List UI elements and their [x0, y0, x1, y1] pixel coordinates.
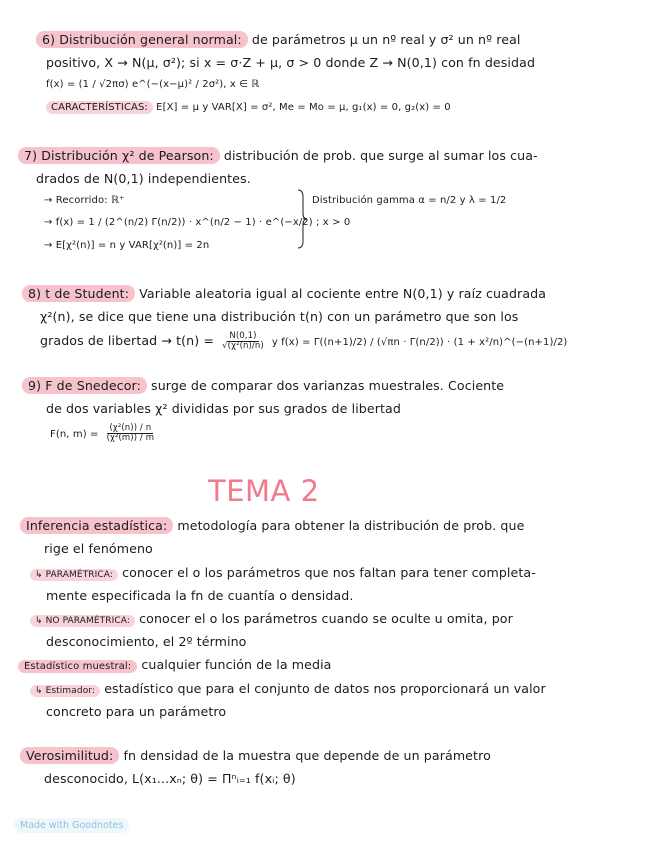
characteristics-label: CARACTERÍSTICAS:: [46, 101, 153, 114]
section-7-bullet-range: → Recorrido: ℝ⁺: [44, 195, 125, 206]
t-fraction: [220, 332, 266, 351]
section-6-formula: f(x) = (1 / √2πσ) e^(−(x−μ)² / 2σ²), x ∈ ℝ: [46, 79, 260, 90]
characteristics-text: E[X] = μ y VAR[X] = σ², Me = Mo = μ, g₁(x) = 0, g₂(x) = 0: [156, 102, 451, 113]
nonparametric-line-1: [30, 611, 513, 629]
t-numerator: N(0,1): [229, 331, 257, 341]
section-7-bullet-density: → f(x) = 1 / (2^(n/2) Γ(n/2)) · x^(n/2 − 1) · e^(−x/2) ; x > 0: [44, 217, 351, 228]
estimator-text: estadístico que para el conjunto de datos nos proporcionará un valor: [104, 681, 546, 696]
section-7-line-1: [18, 148, 538, 164]
section-9-line-2: de dos variables χ² divididas por sus grados de libertad: [46, 401, 401, 416]
likelihood-label: Verosimilitud:: [20, 747, 119, 764]
nonparametric-text: conocer el o los parámetros cuando se oculte u omita, por: [139, 611, 513, 626]
parametric-label: ↳ PARAMÉTRICA:: [30, 569, 118, 581]
section-8-line-1: [22, 286, 546, 302]
t-denominator: √(χ²(n)/n): [222, 341, 264, 351]
estimator-line-1: [30, 681, 546, 699]
parametric-text: conocer el o los parámetros que nos faltan para tener completa-: [122, 565, 536, 580]
section-7-gamma-note: Distribución gamma α = n/2 y λ = 1/2: [312, 195, 507, 206]
section-6-heading: 6) Distribución general normal:: [36, 31, 248, 48]
goodnotes-watermark: Made with Goodnotes: [14, 818, 129, 833]
likelihood-text: fn densidad de la muestra que depende de un parámetro: [123, 748, 491, 763]
likelihood-line-2: desconocido, L(x₁...xₙ; θ) = Πⁿᵢ₌₁ f(xᵢ; θ): [44, 771, 296, 786]
f-denominator: (χ²(m)) / m: [106, 433, 155, 443]
parametric-line-2: mente especificada la fn de cuantía o densidad.: [46, 588, 354, 603]
nonparametric-line-2: desconocimiento, el 2º término: [46, 634, 247, 649]
section-9-formula: [50, 424, 158, 443]
section-7-text: distribución de prob. que surge al sumar los cua-: [223, 148, 538, 163]
section-8-line-2: χ²(n), se dice que tiene una distribución t(n) con un parámetro que son los: [40, 309, 519, 324]
estimator-line-2: concreto para un parámetro: [46, 704, 227, 719]
brace-icon: [297, 189, 307, 249]
f-fraction: [105, 424, 157, 443]
section-7-heading: 7) Distribución χ² de Pearson:: [18, 147, 220, 164]
page-title: TEMA 2: [208, 474, 320, 508]
estimator-label: ↳ Estimador:: [30, 685, 100, 697]
section-8-text: Variable aleatoria igual al cociente entre N(0,1) y raíz cuadrada: [139, 286, 547, 301]
statistic-label: Estadístico muestral:: [18, 660, 137, 673]
section-6-line-2: positivo, X → N(μ, σ²); si x = σ·Z + μ, σ > 0 donde Z → N(0,1) con fn desidad: [46, 55, 536, 70]
inference-text: metodología para obtener la distribución de prob. que: [177, 518, 525, 533]
statistic-line: [18, 657, 332, 675]
section-9-heading: 9) F de Snedecor:: [22, 377, 147, 394]
section-7-line-2: drados de N(0,1) independientes.: [36, 171, 251, 186]
nonparametric-label: ↳ NO PARAMÉTRICA:: [30, 615, 135, 627]
likelihood-line-1: [20, 748, 491, 764]
section-9-line-1: [22, 378, 504, 394]
section-8-heading: 8) t de Student:: [22, 285, 135, 302]
section-7-bullet-moments: → E[χ²(n)] = n y VAR[χ²(n)] = 2n: [44, 240, 210, 251]
f-formula-label: F(n, m) =: [50, 429, 99, 440]
parametric-line-1: [30, 565, 536, 583]
section-8-line-3: [40, 332, 567, 351]
section-9-text: surge de comparar dos varianzas muestrales. Cociente: [151, 378, 505, 393]
inference-line-1: [20, 518, 524, 534]
section-6-line-1: [36, 32, 521, 48]
inference-line-2: rige el fenómeno: [44, 541, 153, 556]
t-formula-label: grados de libertad → t(n) =: [40, 333, 215, 348]
f-numerator: (χ²(n)) / n: [109, 423, 152, 433]
t-density: y f(x) = Γ((n+1)/2) / (√πn · Γ(n/2)) · (1 + x²/n)^(−(n+1)/2): [271, 337, 568, 348]
statistic-text: cualquier función de la media: [141, 657, 332, 672]
section-6-characteristics: [46, 100, 451, 116]
section-6-text: de parámetros μ un nº real y σ² un nº real: [251, 32, 521, 47]
inference-label: Inferencia estadística:: [20, 517, 173, 534]
